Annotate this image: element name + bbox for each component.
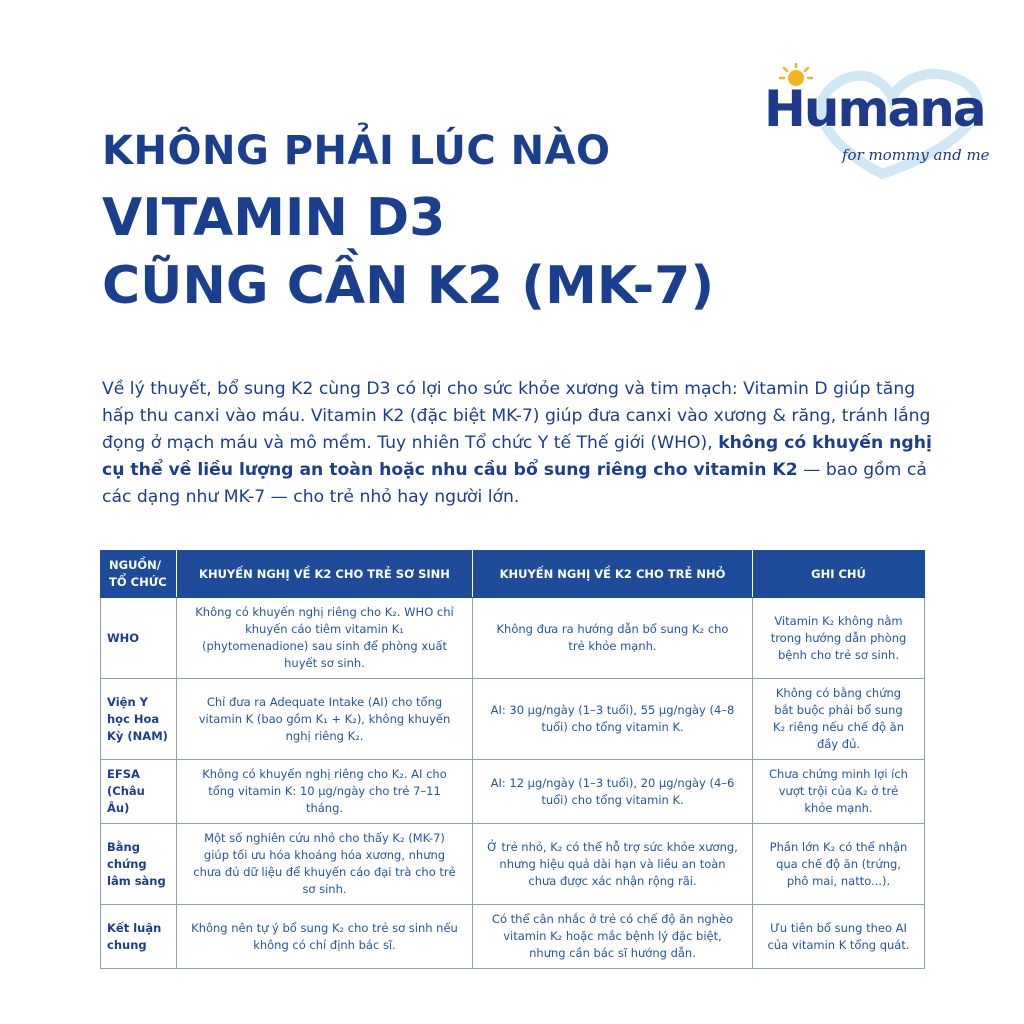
table-row [101,905,925,969]
recommendation-table [100,550,925,969]
row-note: Ưu tiên bổ sung theo AI của vitamin K tổng quát. [753,905,925,969]
intro-text-after: — bao gồm cả các dạng như MK-7 — cho trẻ nhỏ hay người lớn. [102,460,927,507]
intro-text-before: Về lý thuyết, bổ sung K2 cùng D3 có lợi cho sức khỏe xương và tim mạch: Vitamin D giúp tăng hấp thu canxi vào máu. Vitamin K2 (đặc biệt MK-7) giúp đưa canxi vào xương & răng, tránh lắng đọng ở mạch máu và mô mềm. Tuy nhiên Tổ chức Y tế Thế giới (WHO), [102,379,931,453]
row-source: Viện Y học Hoa Kỳ (NAM) [101,679,177,760]
table-row [101,824,925,905]
header-note: GHI CHÚ [753,551,925,598]
row-note: Phần lớn K₂ có thể nhận qua chế độ ăn (trứng, phô mai, natto...). [753,824,925,905]
row-note: Chưa chứng minh lợi ích vượt trội của K₂ ở trẻ khỏe mạnh. [753,760,925,824]
intro-text-bold: không có khuyến nghị cụ thể về liều lượng an toàn hoặc nhu cầu bổ sung riêng cho vitamin K2 [102,433,932,480]
header-source: NGUỒN/ TỔ CHỨC [101,551,177,598]
header-infant: KHUYẾN NGHỊ VỀ K2 CHO TRẺ SƠ SINH [177,551,473,598]
brand-name: Humana [764,80,985,138]
row-child: Không đưa ra hướng dẫn bổ sung K₂ cho trẻ khỏe mạnh. [473,598,753,679]
brand-tagline: for mommy and me [842,146,990,164]
intro-paragraph [102,376,932,511]
table-row [101,598,925,679]
row-infant: Không có khuyến nghị riêng cho K₂. WHO chỉ khuyến cáo tiêm vitamin K₁ (phytomenadione) sau sinh để phòng xuất huyết sơ sinh. [177,598,473,679]
table-row [101,679,925,760]
table-row [101,760,925,824]
row-child: AI: 30 µg/ngày (1–3 tuổi), 55 µg/ngày (4–8 tuổi) cho tổng vitamin K. [473,679,753,760]
humana-logo [762,62,992,182]
row-source: Kết luận chung [101,905,177,969]
row-source: WHO [101,598,177,679]
row-note: Vitamin K₂ không nằm trong hướng dẫn phòng bệnh cho trẻ sơ sinh. [753,598,925,679]
row-source: EFSA (Châu Âu) [101,760,177,824]
row-child: Có thể cân nhắc ở trẻ có chế độ ăn nghèo vitamin K₂ hoặc mắc bệnh lý đặc biệt, nhưng cần bác sĩ hướng dẫn. [473,905,753,969]
row-infant: Chỉ đưa ra Adequate Intake (AI) cho tổng vitamin K (bao gồm K₁ + K₂), không khuyến nghị riêng K₂. [177,679,473,760]
row-infant: Không nên tự ý bổ sung K₂ cho trẻ sơ sinh nếu không có chỉ định bác sĩ. [177,905,473,969]
header-child: KHUYẾN NGHỊ VỀ K2 CHO TRẺ NHỎ [473,551,753,598]
row-infant: Không có khuyến nghị riêng cho K₂. AI cho tổng vitamin K: 10 µg/ngày cho trẻ 7–11 tháng. [177,760,473,824]
row-child: AI: 12 µg/ngày (1–3 tuổi), 20 µg/ngày (4–6 tuổi) cho tổng vitamin K. [473,760,753,824]
title-line-1: KHÔNG PHẢI LÚC NÀO [102,128,611,174]
row-child: Ở trẻ nhỏ, K₂ có thể hỗ trợ sức khỏe xương, nhưng hiệu quả dài hạn và liều an toàn chưa được xác nhận rộng rãi. [473,824,753,905]
row-note: Không có bằng chứng bắt buộc phải bổ sung K₂ riêng nếu chế độ ăn đầy đủ. [753,679,925,760]
title-line-2: VITAMIN D3 [102,188,446,248]
row-source: Bằng chứng lâm sàng [101,824,177,905]
table-header-row [101,551,925,598]
title-line-3: CŨNG CẦN K2 (MK-7) [102,256,715,316]
row-infant: Một số nghiên cứu nhỏ cho thấy K₂ (MK-7) giúp tối ưu hóa khoáng hóa xương, nhưng chưa đủ dữ liệu để khuyến cáo đại trà cho trẻ sơ sinh. [177,824,473,905]
